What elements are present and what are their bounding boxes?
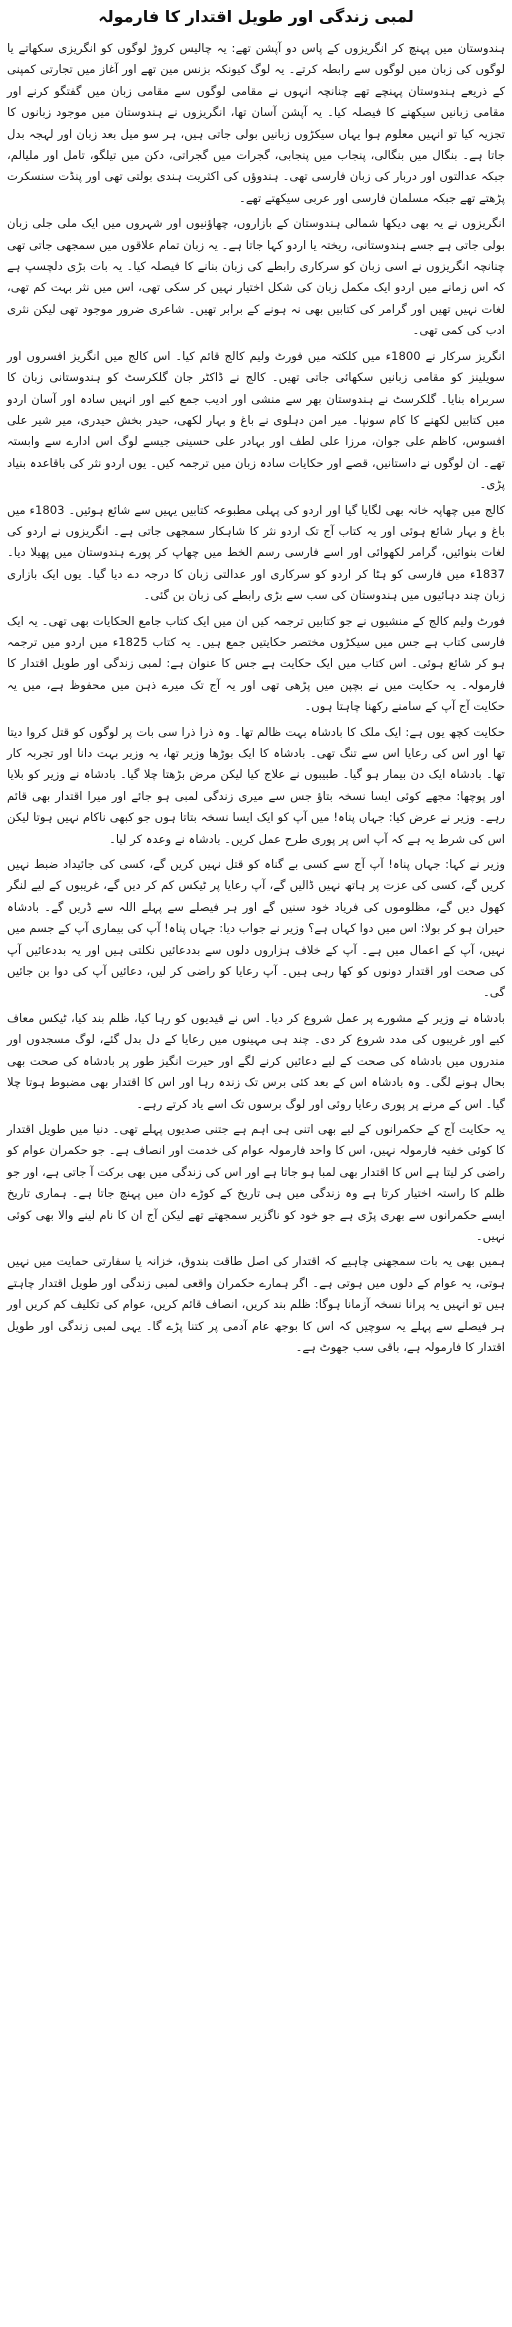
paragraph: ہمیں بھی یہ بات سمجھنی چاہیے کہ اقتدار کی اصل طاقت بندوق، خزانہ یا سفارتی حمایت میں نہیں ہوتی، یہ عوام کے دلوں میں ہوتی ہے۔ اگر ہمارے حکمران واقعی لمبی زندگی اور طویل اقتدار چاہتے ہیں تو انہیں یہ پرانا نسخہ آزمانا ہوگا: ظلم بند کریں، انصاف قائم کریں، عوام کی تکلیف کم کریں اور ہر فیصلے سے پہلے یہ سوچیں کہ اس کا بوجھ عام آدمی پر کتنا پڑے گا۔ یہی لمبی زندگی اور طویل اقتدار کا فارمولہ ہے، باقی سب جھوٹ ہے۔ bbox=[7, 1254, 505, 1354]
paragraph: فورٹ ولیم کالج کے منشیوں نے جو کتابیں ترجمہ کیں ان میں ایک کتاب جامع الحکایات بھی تھی۔ یہ ایک فارسی کتاب ہے جس میں سیکڑوں مختصر حکایتیں جمع ہیں۔ یہ کتاب 1825ء میں اردو میں ترجمہ ہو کر شائع ہوئی۔ اس کتاب میں ایک حکایت ہے جس کا عنوان ہے: لمبی زندگی اور طویل اقتدار کا فارمولہ۔ یہ حکایت میں نے بچپن میں پڑھی تھی اور یہ آج تک میرے ذہن میں محفوظ ہے، میں یہ حکایت آج آپ کے سامنے رکھنا چاہتا ہوں۔ bbox=[7, 613, 505, 714]
paragraph: ہندوستان میں پہنچ کر انگریزوں کے پاس دو آپشن تھے: یہ چالیس کروڑ لوگوں کو انگریزی سکھاتے یا لوگوں کی زبان میں لوگوں سے رابطہ کرتے۔ یہ لوگ کیونکہ بزنس مین تھے اور آغاز میں تجارتی کمپنی کے ذریعے ہندوستان پہنچے تھے چنانچہ انہوں نے مقامی لوگوں سے مقامی زبان میں گفتگو کرنے اور مقامی زبانیں سیکھنے کا فیصلہ کیا۔ یہ آپشن آسان تھا، انگریزوں نے ہندوستان میں موجود زبانوں کا تجزیہ کیا تو انہیں معلوم ہوا یہاں سیکڑوں زبانیں بولی جاتی ہیں، ہر سو میل بعد زبان اور لہجہ بدل جاتا ہے۔ بنگال میں بنگالی، پنجاب میں پنجابی، گجرات میں گجراتی، دکن میں تیلگو، تامل اور ملیالم، جبکہ عدالتوں اور دربار کی زبان فارسی تھی۔ ہندوؤں کی اکثریت ہندی بولتی تھی اور پنڈت سنسکرت پڑھتے تھے جبکہ مسلمان فارسی اور عربی سیکھتے تھے۔ bbox=[7, 41, 505, 205]
paragraph: یہ حکایت آج کے حکمرانوں کے لیے بھی اتنی ہی اہم ہے جتنی صدیوں پہلے تھی۔ دنیا میں طویل اقتدار کا کوئی خفیہ فارمولہ نہیں، اس کا واحد فارمولہ عوام کی خدمت اور انصاف ہے۔ جو حکمران عوام کو راضی کر لیتا ہے اس کا اقتدار بھی لمبا ہو جاتا ہے اور اس کی زندگی میں بھی برکت آ جاتی ہے، اور جو ظلم کا راستہ اختیار کرتا ہے وہ زندگی میں ہی تاریخ کے کوڑے دان میں پہنچ جاتا ہے۔ ہماری تاریخ ایسے حکمرانوں سے بھری پڑی ہے جو خود کو ناگزیر سمجھتے تھے لیکن آج ان کا نام لینے والا بھی کوئی نہیں۔ bbox=[7, 1121, 505, 1243]
article-title: لمبی زندگی اور طویل اقتدار کا فارمولہ bbox=[98, 7, 414, 26]
paragraph: انگریز سرکار نے 1800ء میں کلکتہ میں فورٹ ولیم کالج قائم کیا۔ اس کالج میں انگریز افسروں اور سویلینز کو مقامی زبانیں سکھائی جاتی تھیں۔ کالج نے ڈاکٹر جان گلکرسٹ کو ہندوستانی زبان کا سربراہ بنایا۔ گلکرسٹ نے ہندوستان بھر سے منشی اور ادیب جمع کیے اور انہیں سادہ اور آسان اردو میں کتابیں لکھنے کا کام سونپا۔ میر امن دہلوی نے باغ و بہار لکھی، حیدر بخش حیدری، میر شیر علی افسوس، کاظم علی جوان، مرزا علی لطف اور بہادر علی حسینی جیسے لوگ اس ادارے سے وابستہ تھے۔ ان لوگوں نے داستانیں، قصے اور حکایات سادہ زبان میں ترجمہ کیں۔ یوں اردو نثر کی باقاعدہ بنیاد پڑی۔ bbox=[7, 348, 505, 492]
paragraph: انگریزوں نے یہ بھی دیکھا شمالی ہندوستان کے بازاروں، چھاؤنیوں اور شہروں میں ایک ملی جلی زبان بولی جاتی ہے جسے ہندوستانی، ریختہ یا اردو کہا جاتا ہے۔ یہ زبان تمام علاقوں میں سمجھی جاتی تھی چنانچہ انگریزوں نے اسی زبان کو سرکاری رابطے کی زبان بنانے کا فیصلہ کیا۔ یہ بات بڑی دلچسپ ہے کہ اس زمانے میں اردو ایک مکمل زبان کی شکل اختیار نہیں کر سکی تھی، اس میں نثر بہت کم تھی، لغات نہیں تھیں اور گرامر کی کتابیں بھی نہ ہونے کے برابر تھیں۔ شاعری ضرور موجود تھی لیکن نثری ادب کی کمی تھی۔ bbox=[7, 216, 506, 338]
paragraph: وزیر نے کہا: جہاں پناہ! آپ آج سے کسی بے گناہ کو قتل نہیں کریں گے، کسی کی جائیداد ضبط نہیں کریں گے، کسی کی عزت پر ہاتھ نہیں ڈالیں گے، آپ رعایا پر ٹیکس کم کر دیں گے، غریبوں کے لیے لنگر کھول دیں گے، مظلوموں کی فریاد خود سنیں گے اور ہر فیصلے سے پہلے اللہ سے ڈریں گے۔ بادشاہ حیران ہو کر بولا: اس میں دوا کہاں ہے؟ وزیر نے جواب دیا: جہاں پناہ! آپ کی بیماری آپ کے جسم میں نہیں، آپ کے اعمال میں ہے۔ آپ کے خلاف ہزاروں دلوں سے بددعائیں نکلتی ہیں اور یہ بددعائیں آپ کی صحت اور اقتدار دونوں کو کھا رہی ہیں۔ آپ رعایا کو راضی کر لیں، دعائیں آپ کی دوا بن جائیں گی۔ bbox=[7, 857, 505, 1000]
paragraph: کالج میں چھاپہ خانہ بھی لگایا گیا اور اردو کی پہلی مطبوعہ کتابیں یہیں سے شائع ہوئیں۔ 1803ء میں باغ و بہار شائع ہوئی اور یہ کتاب آج تک اردو نثر کا شاہکار سمجھی جاتی ہے۔ انگریزوں نے اردو کی لغات بنوائیں، گرامر لکھوائی اور اسے فارسی رسم الخط میں چھاپ کر پورے ہندوستان میں پھیلا دیا۔ 1837ء میں فارسی کو ہٹا کر اردو کو سرکاری اور عدالتی زبان کا درجہ دے دیا گیا۔ یوں ایک بازاری زبان چند دہائیوں میں ہندوستان کی سب سے بڑی رابطے کی زبان بن گئی۔ bbox=[7, 502, 505, 603]
paragraph: بادشاہ نے وزیر کے مشورے پر عمل شروع کر دیا۔ اس نے قیدیوں کو رہا کیا، ظلم بند کیا، ٹیکس معاف کیے اور غریبوں کی مدد شروع کر دی۔ چند ہی مہینوں میں رعایا کے دل بدل گئے، لوگ مسجدوں اور مندروں میں بادشاہ کی صحت کے لیے دعائیں کرنے لگے اور حیرت انگیز طور پر بادشاہ کی صحت بھی بحال ہونے لگی۔ وہ بادشاہ اس کے بعد کئی برس تک زندہ رہا اور اس کا اقتدار بھی مضبوط ہوتا چلا گیا۔ اس کے مرنے پر پوری رعایا روئی اور لوگ برسوں تک اسے یاد کرتے رہے۔ bbox=[7, 1010, 505, 1111]
paragraph: حکایت کچھ یوں ہے: ایک ملک کا بادشاہ بہت ظالم تھا۔ وہ ذرا ذرا سی بات پر لوگوں کو قتل کروا دیتا تھا اور اس کی رعایا اس سے تنگ تھی۔ بادشاہ کا ایک بوڑھا وزیر تھا، یہ وزیر بہت دانا اور تجربہ کار تھا۔ بادشاہ ایک دن بیمار ہو گیا۔ طبیبوں نے علاج کیا لیکن مرض بڑھتا چلا گیا۔ بادشاہ نے وزیر کو بلایا اور پوچھا: مجھے کوئی ایسا نسخہ بتاؤ جس سے میری زندگی لمبی ہو جائے اور میرا اقتدار بھی قائم رہے۔ وزیر نے عرض کیا: جہاں پناہ! میں آپ کو ایک ایسا نسخہ بتاتا ہوں جو کبھی ناکام نہیں ہوتا لیکن اس کی شرط یہ ہے کہ آپ اس پر پوری طرح عمل کریں۔ بادشاہ نے وعدہ کر لیا۔ bbox=[7, 724, 505, 846]
